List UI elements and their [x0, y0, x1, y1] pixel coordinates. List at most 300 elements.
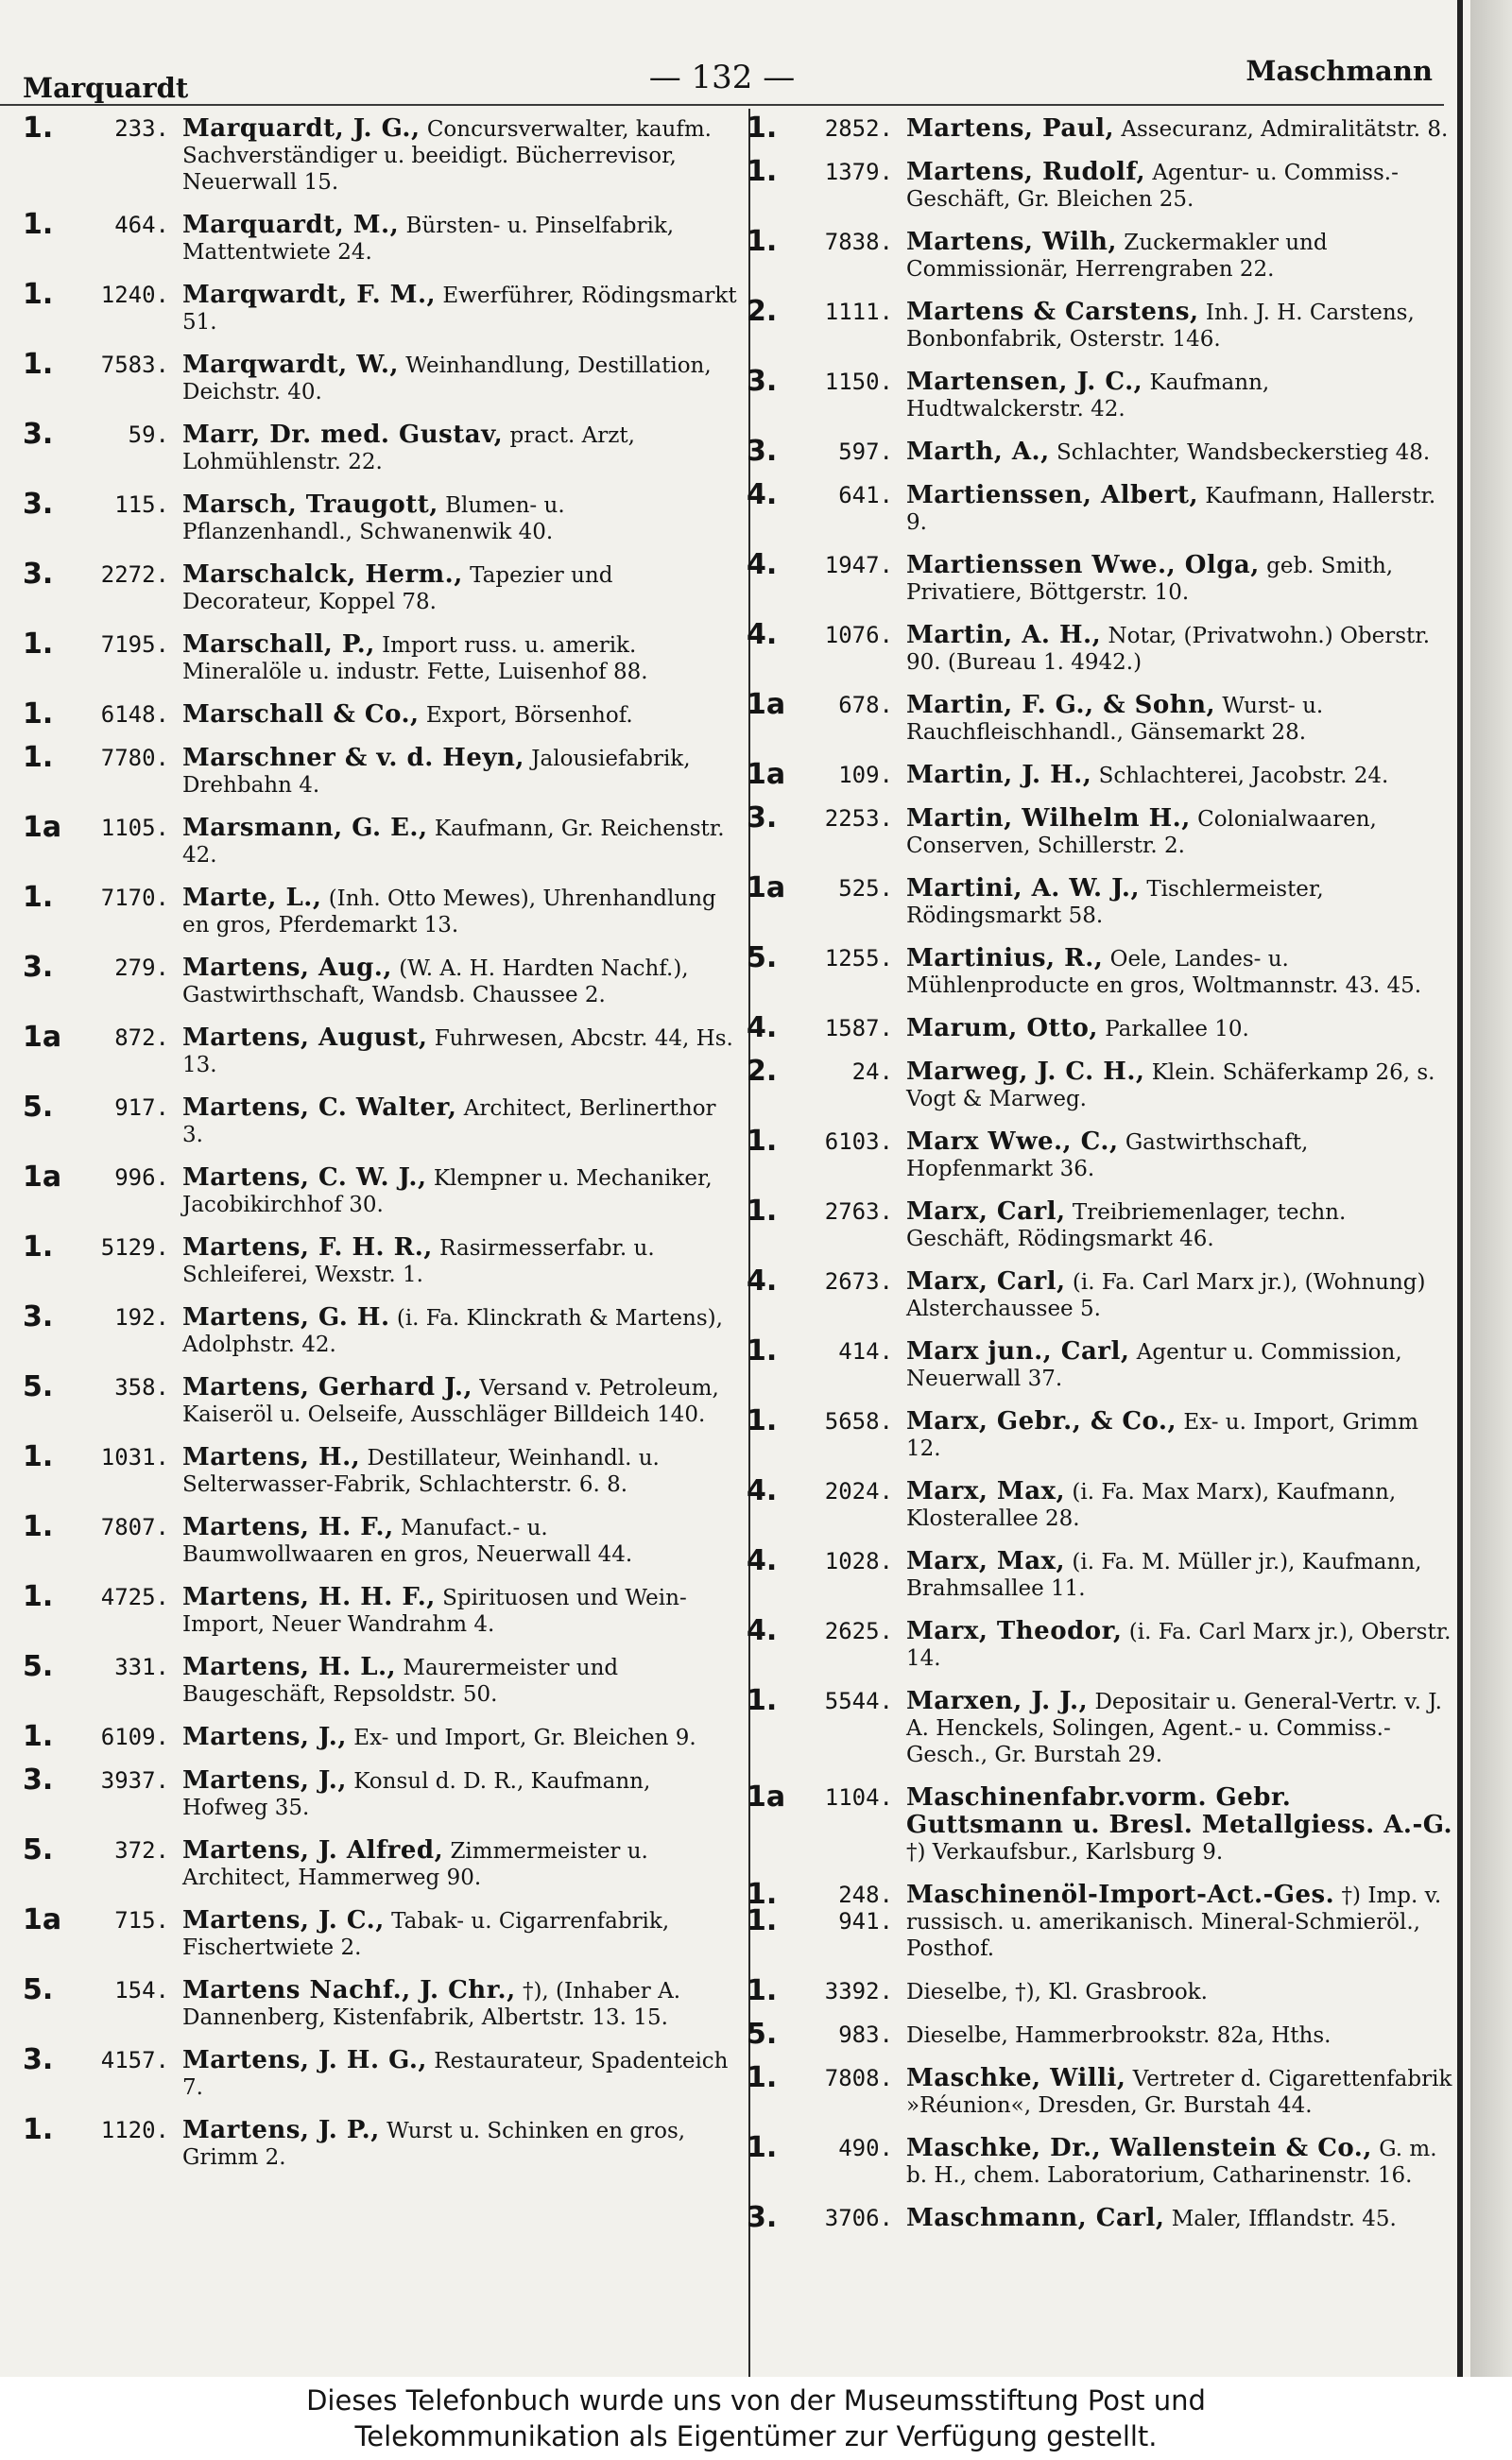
- entry-text: [182, 1767, 741, 1821]
- exchange-zone: 1.: [23, 2113, 54, 2146]
- subscriber-details: (i. Fa. Max Marx), Kaufmann, Klosterallee 28.: [906, 1480, 1397, 1531]
- phone-number: 7838.: [824, 229, 893, 255]
- exchange-zone: 1.: [23, 1720, 54, 1753]
- entry-text: [182, 631, 741, 685]
- subscriber-name: Marum, Otto,: [906, 1014, 1098, 1042]
- header-right-keyword: Maschmann: [1246, 55, 1433, 87]
- entry-text: [906, 2135, 1453, 2189]
- phone-number: 2625.: [824, 1618, 893, 1644]
- subscriber-name: Martens & Carstens,: [906, 298, 1199, 326]
- entry-text: [906, 115, 1453, 143]
- phone-number: 1255.: [824, 945, 893, 972]
- entry-text: [906, 1408, 1453, 1462]
- subscriber-details: Export, Börsenhof.: [425, 703, 633, 728]
- exchange-zone: 1.: [747, 1334, 778, 1368]
- subscriber-details: geb. Smith, Privatiere, Böttgerstr. 10.: [906, 554, 1394, 605]
- entry-text: [182, 2047, 741, 2101]
- subscriber-name: Marquardt, M.,: [182, 211, 400, 239]
- subscriber-details: Tapezier und Decorateur, Koppel 78.: [182, 563, 613, 614]
- directory-entry: [23, 1510, 741, 1568]
- directory-entry: [747, 365, 1453, 422]
- entry-text: [906, 1478, 1453, 1532]
- exchange-zone: 1a: [23, 811, 62, 844]
- entry-text: [906, 1058, 1453, 1112]
- subscriber-details: Schlachterei, Jacobstr. 24.: [1098, 764, 1389, 788]
- left-column: [23, 112, 741, 2187]
- subscriber-details: Kaufmann, Hudtwalckerstr. 42.: [906, 370, 1270, 421]
- phone-number: 983.: [838, 2021, 893, 2048]
- subscriber-details: †) Verkaufsbur., Karlsburg 9.: [906, 1840, 1224, 1865]
- phone-number: 59.: [128, 421, 169, 448]
- exchange-zone: 4.: [747, 618, 778, 651]
- subscriber-details: (Inh. Otto Mewes), Uhrenhandlung en gros, Pferdemarkt 13.: [182, 886, 716, 938]
- directory-entry: [747, 112, 1453, 145]
- phone-number: 678.: [838, 692, 893, 718]
- subscriber-name: Marx, Theodor,: [906, 1617, 1123, 1645]
- subscriber-details: Concursverwalter, kaufm. Sachverständiger u. beeidigt. Bücherrevisor, Neuerwall 15.: [182, 117, 712, 195]
- exchange-zone: 1.: [747, 2131, 778, 2164]
- subscriber-name: Maschmann, Carl,: [906, 2204, 1165, 2232]
- subscriber-name: Marquardt, J. G.,: [182, 114, 421, 143]
- subscriber-details: Gastwirthschaft, Hopfenmarkt 36.: [906, 1130, 1309, 1181]
- subscriber-details: Versand v. Petroleum, Kaiseröl u. Oelseife, Ausschläger Billdeich 140.: [182, 1376, 719, 1427]
- directory-entry: [23, 208, 741, 266]
- entry-text: [182, 1304, 741, 1358]
- directory-entry: [23, 697, 741, 731]
- subscriber-details: Konsul d. D. R., Kaufmann, Hofweg 35.: [182, 1769, 651, 1820]
- subscriber-details: Schlachter, Wandsbeckerstieg 48.: [1056, 440, 1431, 465]
- subscriber-name: Marx, Max,: [906, 1547, 1066, 1575]
- phone-number: 5129.: [100, 1234, 169, 1261]
- directory-entry: [23, 558, 741, 615]
- entry-text: [182, 701, 741, 729]
- directory-entry: [747, 2018, 1453, 2051]
- directory-entry: [747, 548, 1453, 606]
- entry-text: [906, 1784, 1453, 1866]
- subscriber-details: Notar, (Privatwohn.) Oberstr. 90. (Bureau 1. 4942.): [906, 624, 1431, 675]
- directory-entry: [23, 951, 741, 1008]
- phone-number: 414.: [838, 1338, 893, 1365]
- directory-entry: [23, 1833, 741, 1891]
- directory-entry: [23, 1300, 741, 1358]
- directory-entry: [23, 278, 741, 335]
- phone-number: 154.: [114, 1977, 169, 2004]
- subscriber-details: Agentur- u. Commiss.-Geschäft, Gr. Bleichen 25.: [906, 161, 1399, 212]
- phone-number: 248. 941.: [838, 1882, 893, 1935]
- entry-text: [182, 282, 741, 335]
- directory-entry: [747, 1404, 1453, 1462]
- phone-number: 233.: [114, 115, 169, 142]
- phone-number: 3706.: [824, 2205, 893, 2231]
- subscriber-details: Dieselbe, †), Kl. Grasbrook.: [906, 1980, 1208, 2004]
- entry-text: [906, 875, 1453, 929]
- directory-entry: [747, 1544, 1453, 1602]
- entry-text: [182, 1837, 741, 1891]
- subscriber-details: (i. Fa. Carl Marx jr.), (Wohnung) Alsterchaussee 5.: [906, 1270, 1426, 1321]
- exchange-zone: 1a: [747, 688, 786, 721]
- subscriber-details: Weinhandlung, Destillation, Deichstr. 40.: [182, 353, 712, 404]
- phone-number: 7170.: [100, 885, 169, 911]
- subscriber-details: pract. Arzt, Lohmühlenstr. 22.: [182, 423, 635, 474]
- phone-number: 2024.: [824, 1478, 893, 1505]
- subscriber-name: Marx jun., Carl,: [906, 1337, 1130, 1366]
- phone-number: 996.: [114, 1164, 169, 1191]
- subscriber-name: Martinius, R.,: [906, 944, 1104, 972]
- phone-number: 4725.: [100, 1584, 169, 1610]
- phone-number: 192.: [114, 1304, 169, 1331]
- exchange-zone: 3.: [23, 488, 54, 521]
- exchange-zone: 1.: [747, 112, 778, 145]
- header-left-keyword: Marquardt: [23, 72, 189, 104]
- exchange-zone: 1a: [23, 1161, 62, 1194]
- directory-entry: [747, 155, 1453, 213]
- right-column: [747, 112, 1453, 2248]
- exchange-zone: 3.: [23, 951, 54, 984]
- entry-text: [906, 1978, 1453, 2005]
- subscriber-name: Marsch, Traugott,: [182, 490, 438, 519]
- subscriber-details: Inh. J. H. Carstens, Bonbonfabrik, Osterstr. 146.: [906, 301, 1415, 352]
- phone-number: 115.: [114, 491, 169, 518]
- subscriber-name: Martens, Rudolf,: [906, 158, 1146, 186]
- subscriber-details: Parkallee 10.: [1105, 1017, 1249, 1041]
- subscriber-details: Zimmermeister u. Architect, Hammerweg 90.: [182, 1839, 648, 1890]
- phone-number: 2673.: [824, 1268, 893, 1295]
- subscriber-name: Marschall, P.,: [182, 630, 375, 659]
- subscriber-name: Maschke, Willi,: [906, 2064, 1126, 2092]
- subscriber-details: Oele, Landes- u. Mühlenproducte en gros, Woltmannstr. 43. 45.: [906, 947, 1422, 998]
- entry-text: [182, 1584, 741, 1638]
- subscriber-details: Blumen- u. Pflanzenhandl., Schwanenwik 40.: [182, 493, 565, 544]
- directory-entry: [23, 1230, 741, 1288]
- entry-text: [182, 1164, 741, 1218]
- directory-entry: [747, 435, 1453, 468]
- subscriber-name: Marx Wwe., C.,: [906, 1127, 1119, 1156]
- subscriber-name: Martienssen Wwe., Olga,: [906, 551, 1260, 579]
- directory-entry: [23, 1580, 741, 1638]
- subscriber-details: Tischlermeister, Rödingsmarkt 58.: [906, 877, 1324, 928]
- subscriber-details: Klein. Schäferkamp 26, s. Vogt & Marweg.: [906, 1060, 1435, 1111]
- entry-text: [906, 762, 1453, 789]
- subscriber-name: Marqwardt, W.,: [182, 351, 399, 379]
- subscriber-details: Maler, Ifflandstr. 45.: [1171, 2207, 1397, 2231]
- footer-line-2: Telekommunikation als Eigentümer zur Verfügung gestellt.: [354, 2420, 1158, 2452]
- subscriber-details: Jalousiefabrik, Drehbahn 4.: [182, 747, 691, 798]
- phone-number: 279.: [114, 955, 169, 981]
- subscriber-name: Martienssen, Albert,: [906, 481, 1199, 509]
- subscriber-name: Marte, L.,: [182, 884, 322, 912]
- subscriber-details: G. m. b. H., chem. Laboratorium, Catharinenstr. 16.: [906, 2137, 1437, 2188]
- subscriber-name: Marx, Gebr., & Co.,: [906, 1407, 1177, 1436]
- exchange-zone: 4.: [747, 478, 778, 511]
- entry-text: [182, 1234, 741, 1288]
- exchange-zone: 4.: [747, 1474, 778, 1507]
- exchange-zone: 3.: [23, 2043, 54, 2076]
- directory-entry: [23, 1763, 741, 1821]
- subscriber-name: Martens, J. Alfred,: [182, 1836, 444, 1865]
- subscriber-name: Martens, J.,: [182, 1723, 347, 1751]
- entry-text: [182, 745, 741, 799]
- directory-entry: [23, 2113, 741, 2171]
- directory-entry: [747, 225, 1453, 283]
- phone-number: 464.: [114, 212, 169, 238]
- exchange-zone: 3.: [23, 1300, 54, 1333]
- directory-entry: [23, 628, 741, 685]
- phone-number: 109.: [838, 762, 893, 788]
- entry-text: [182, 212, 741, 266]
- subscriber-name: Martens, Gerhard J.,: [182, 1373, 473, 1402]
- subscriber-name: Martin, F. G., & Sohn,: [906, 691, 1216, 719]
- subscriber-details: (i. Fa. Carl Marx jr.), Oberstr. 14.: [906, 1620, 1452, 1671]
- exchange-zone: 4.: [747, 548, 778, 581]
- entry-text: [182, 1024, 741, 1078]
- entry-text: [906, 299, 1453, 353]
- exchange-zone: 1.: [23, 1230, 54, 1264]
- subscriber-details: Ex- u. Import, Grimm 12.: [906, 1410, 1418, 1461]
- directory-entry: [23, 811, 741, 869]
- subscriber-details: Assecuranz, Admiralitätstr. 8.: [1121, 117, 1449, 142]
- subscriber-name: Marx, Max,: [906, 1477, 1066, 1505]
- subscriber-details: Agentur u. Commission, Neuerwall 37.: [906, 1340, 1402, 1391]
- directory-entry: [747, 1684, 1453, 1768]
- exchange-zone: 5.: [23, 1650, 54, 1683]
- subscriber-name: Martini, A. W. J.,: [906, 874, 1141, 903]
- directory-entry: [747, 1780, 1453, 1866]
- subscriber-name: Martens, Aug.,: [182, 954, 392, 982]
- entry-text: [182, 955, 741, 1008]
- subscriber-details: †), (Inhaber A. Dannenberg, Kistenfabrik, Albertstr. 13. 15.: [182, 1979, 681, 2030]
- subscriber-details: Colonialwaaren, Conserven, Schillerstr. 2.: [906, 807, 1377, 858]
- phone-number: 1947.: [824, 552, 893, 578]
- exchange-zone: 3.: [23, 1763, 54, 1797]
- adjacent-page-edge: [1470, 0, 1512, 2377]
- phone-number: 24.: [851, 1058, 893, 1085]
- entry-text: [182, 1444, 741, 1498]
- subscriber-details: Restaurateur, Spadenteich 7.: [182, 2049, 729, 2100]
- entry-text: [906, 805, 1453, 859]
- subscriber-name: Maschinenöl-Import-Act.-Ges.: [906, 1881, 1335, 1909]
- subscriber-name: Martens, Wilh,: [906, 228, 1117, 256]
- directory-entry: [747, 1125, 1453, 1182]
- directory-entry: [23, 1720, 741, 1753]
- subscriber-details: Ewerführer, Rödingsmarkt 51.: [182, 284, 737, 335]
- exchange-zone: 1.: [747, 225, 778, 258]
- entry-text: [906, 2021, 1453, 2049]
- subscriber-name: Martens, J. H. G.,: [182, 2046, 427, 2074]
- phone-number: 872.: [114, 1024, 169, 1051]
- subscriber-details: Rasirmesserfabr. u. Schleiferei, Wexstr. 1.: [182, 1236, 655, 1287]
- directory-entry: [747, 1878, 1453, 1962]
- subscriber-details: Destillateur, Weinhandl. u. Selterwasser-Fabrik, Schlachterstr. 6. 8.: [182, 1446, 660, 1497]
- directory-entry: [747, 1055, 1453, 1112]
- exchange-zone: 1a: [23, 1903, 62, 1936]
- exchange-zone: 1.: [23, 881, 54, 914]
- directory-entry: [23, 1091, 741, 1148]
- entry-text: [906, 622, 1453, 676]
- phone-number: 2763.: [824, 1198, 893, 1225]
- subscriber-name: Marth, A.,: [906, 438, 1050, 466]
- exchange-zone: 3.: [747, 801, 778, 834]
- entry-text: [182, 1374, 741, 1428]
- directory-entry: [23, 418, 741, 475]
- subscriber-name: Martens, H. F.,: [182, 1513, 394, 1541]
- exchange-zone: 1a: [747, 1780, 786, 1814]
- directory-entry: [747, 2131, 1453, 2189]
- exchange-zone: 4.: [747, 1544, 778, 1577]
- entry-text: [906, 229, 1453, 283]
- phone-number: 1150.: [824, 369, 893, 395]
- directory-entry: [23, 348, 741, 405]
- entry-text: [906, 1338, 1453, 1392]
- subscriber-name: Martens, Paul,: [906, 114, 1115, 143]
- entry-text: [906, 552, 1453, 606]
- subscriber-name: Martens, H. H. F.,: [182, 1583, 436, 1611]
- subscriber-name: Martens, C. W. J.,: [182, 1163, 427, 1192]
- subscriber-name: Martens, J. P.,: [182, 2116, 380, 2144]
- exchange-zone: 5.: [23, 1370, 54, 1403]
- exchange-zone: 3.: [23, 558, 54, 591]
- phone-number: 7583.: [100, 352, 169, 378]
- phone-number: 2852.: [824, 115, 893, 142]
- exchange-zone: 4.: [747, 1264, 778, 1298]
- exchange-zone: 1.: [747, 155, 778, 188]
- exchange-zone: 1.: [747, 1404, 778, 1437]
- directory-entry: [23, 1021, 741, 1078]
- phone-number: 1120.: [100, 2117, 169, 2143]
- subscriber-details: Bürsten- u. Pinselfabrik, Mattentwiete 24.: [182, 214, 675, 265]
- exchange-zone: 4.: [747, 1011, 778, 1044]
- exchange-zone: 1.: [23, 628, 54, 661]
- entry-text: [906, 692, 1453, 746]
- directory-entry: [747, 801, 1453, 859]
- directory-entry: [23, 1440, 741, 1498]
- subscriber-details: Zuckermakler und Commissionär, Herrengraben 22.: [906, 231, 1328, 282]
- exchange-zone: 1.: [23, 278, 54, 311]
- subscriber-name: Maschinenfabr.vorm. Gebr. Guttsmann u. Bresl. Metallgiess. A.-G.: [906, 1783, 1453, 1839]
- phone-number: 3392.: [824, 1978, 893, 2004]
- subscriber-details: Kaufmann, Hallerstr. 9.: [906, 484, 1436, 535]
- phone-number: 331.: [114, 1654, 169, 1680]
- exchange-zone: 5.: [23, 1833, 54, 1867]
- exchange-zone: 5.: [23, 1973, 54, 2006]
- entry-text: [906, 159, 1453, 213]
- subscriber-details: Wurst u. Schinken en gros, Grimm 2.: [182, 2119, 686, 2170]
- entry-text: [906, 2205, 1453, 2232]
- phone-number: 5658.: [824, 1408, 893, 1435]
- phone-number: 490.: [838, 2135, 893, 2161]
- phone-number: 1028.: [824, 1548, 893, 1574]
- exchange-zone: 3.: [747, 435, 778, 468]
- subscriber-name: Maschke, Dr., Wallenstein & Co.,: [906, 2134, 1372, 2162]
- subscriber-name: Martin, J. H.,: [906, 761, 1092, 789]
- directory-entry: [23, 112, 741, 196]
- subscriber-name: Marschalck, Herm.,: [182, 560, 463, 589]
- phone-number: 7807.: [100, 1514, 169, 1540]
- entry-text: [182, 1654, 741, 1708]
- phone-number: 1240.: [100, 282, 169, 308]
- phone-number: 641.: [838, 482, 893, 508]
- exchange-zone: 1.: [23, 1440, 54, 1473]
- phone-number: 1111.: [824, 299, 893, 325]
- exchange-zone: 5.: [747, 941, 778, 974]
- directory-entry: [23, 881, 741, 938]
- directory-entry: [23, 1973, 741, 2031]
- subscriber-name: Martens, J. C.,: [182, 1906, 385, 1935]
- directory-entry: [747, 295, 1453, 353]
- subscriber-name: Martens, F. H. R.,: [182, 1233, 433, 1262]
- subscriber-name: Marxen, J. J.,: [906, 1687, 1089, 1715]
- phone-number: 525.: [838, 875, 893, 902]
- entry-text: [906, 1618, 1453, 1672]
- exchange-zone: 2.: [747, 1055, 778, 1088]
- exchange-zone: 1.: [747, 1125, 778, 1158]
- phone-number: 372.: [114, 1837, 169, 1864]
- subscriber-details: (i. Fa. M. Müller jr.), Kaufmann, Brahmsallee 11.: [906, 1550, 1422, 1601]
- phone-number: 715.: [114, 1907, 169, 1934]
- phone-number: 2253.: [824, 805, 893, 832]
- subscriber-details: Import russ. u. amerik. Mineralöle u. industr. Fette, Luisenhof 88.: [182, 633, 648, 684]
- subscriber-details: Spirituosen und Wein-Import, Neuer Wandrahm 4.: [182, 1586, 687, 1637]
- exchange-zone: 1.: [23, 1510, 54, 1543]
- exchange-zone: 4.: [747, 1614, 778, 1647]
- entry-text: [182, 885, 741, 938]
- exchange-zone: 1.: [23, 741, 54, 774]
- directory-entry: [747, 2201, 1453, 2234]
- entry-text: [906, 1268, 1453, 1322]
- exchange-zone: 1.: [747, 1684, 778, 1717]
- phone-number: 917.: [114, 1094, 169, 1121]
- phone-number: 1105.: [100, 815, 169, 841]
- exchange-zone: 3.: [747, 2201, 778, 2234]
- subscriber-details: Klempner u. Mechaniker, Jacobikirchhof 30.: [182, 1166, 713, 1217]
- entry-text: [182, 815, 741, 869]
- phone-number: 6148.: [100, 701, 169, 728]
- phone-number: 1076.: [824, 622, 893, 648]
- phone-number: 1031.: [100, 1444, 169, 1471]
- entry-text: [906, 1198, 1453, 1252]
- entry-text: [182, 1907, 741, 1961]
- entry-text: [906, 439, 1453, 466]
- directory-entry: [747, 1974, 1453, 2007]
- entry-text: [182, 115, 741, 196]
- directory-entry: [747, 478, 1453, 536]
- entry-text: [182, 491, 741, 545]
- exchange-zone: 1.: [23, 697, 54, 731]
- directory-entry: [747, 2061, 1453, 2119]
- subscriber-details: Ex- und Import, Gr. Bleichen 9.: [353, 1726, 696, 1750]
- directory-entry: [23, 741, 741, 799]
- directory-entry: [23, 2043, 741, 2101]
- phone-number: 4157.: [100, 2047, 169, 2073]
- directory-entry: [747, 1011, 1453, 1044]
- subscriber-details: (i. Fa. Klinckrath & Martens), Adolphstr. 42.: [182, 1306, 723, 1357]
- phone-number: 6109.: [100, 1724, 169, 1750]
- entry-text: [182, 1514, 741, 1568]
- directory-entry: [747, 618, 1453, 676]
- subscriber-name: Marschner & v. d. Heyn,: [182, 744, 524, 772]
- footer-notice: [0, 2377, 1512, 2460]
- directory-entry: [23, 1161, 741, 1218]
- entry-text: [906, 482, 1453, 536]
- subscriber-details: Dieselbe, Hammerbrookstr. 82a, Hths.: [906, 2023, 1332, 2048]
- phone-number: 6103.: [824, 1128, 893, 1155]
- exchange-zone: 2.: [747, 295, 778, 328]
- entry-text: [906, 1688, 1453, 1768]
- subscriber-details: Manufact.- u. Baumwollwaaren en gros, Neuerwall 44.: [182, 1516, 633, 1567]
- exchange-zone: 5.: [747, 2018, 778, 2051]
- entry-text: [906, 945, 1453, 999]
- phone-number: 1104.: [824, 1784, 893, 1811]
- phone-number: 7808.: [824, 2065, 893, 2091]
